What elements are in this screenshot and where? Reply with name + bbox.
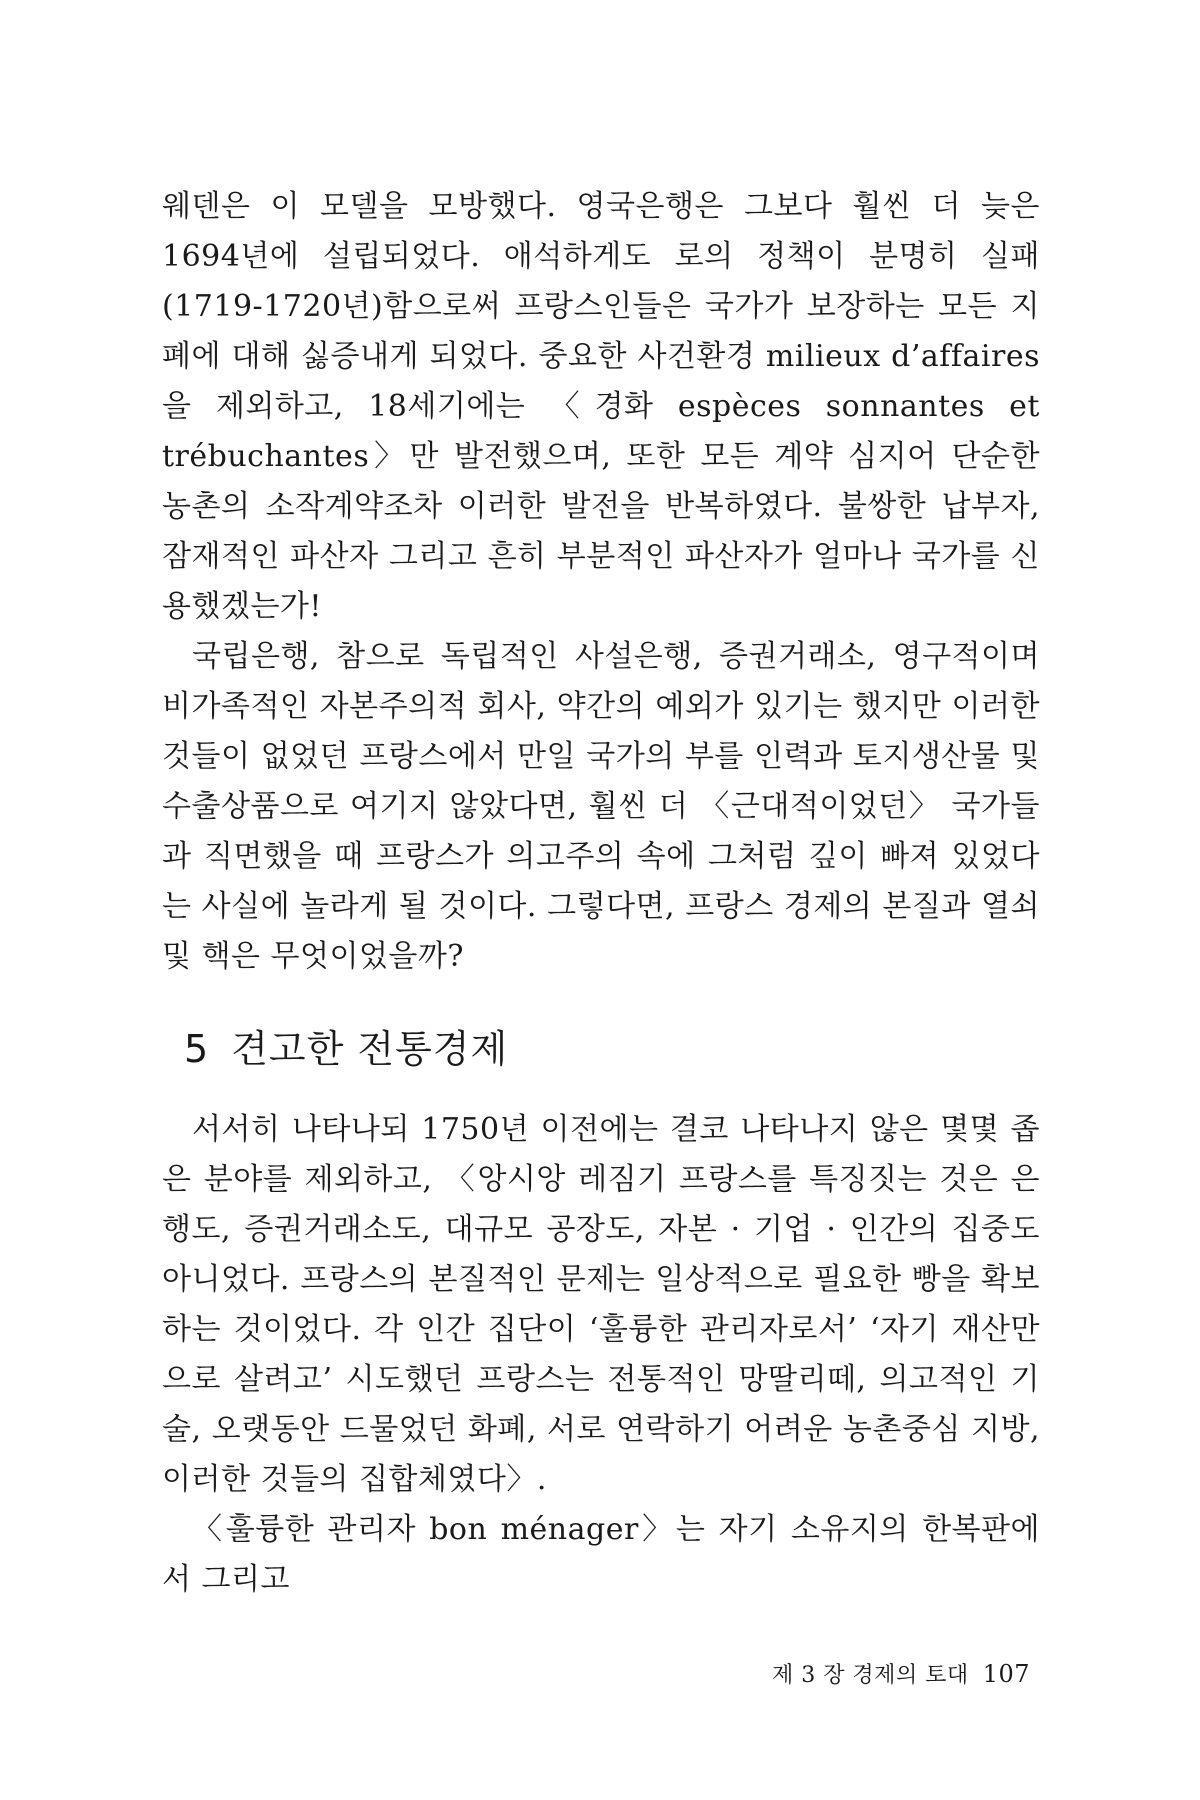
chapter-title: 제 3 장 경제의 토대 [771, 1663, 969, 1688]
paragraph: 국립은행, 참으로 독립적인 사설은행, 증권거래소, 영구적이며 비가족적인 자본주의적 회사, 약간의 예외가 있기는 했지만 이러한 것들이 없었던 프랑스에서 만일 국가의 부를 인력과 토지생산물 및 수출상품으로 여기지 않았다면, 훨씬 더 〈근대적이었던〉 국가들과 직면했을 때 프랑스가 의고주의 속에 그처럼 깊이 빠져 있었다는 사실에 놀라게 될 것이다. 그렇다면, 프랑스 경제의 본질과 열쇠 및 핵은 무엇이었을까? [162, 639, 1040, 974]
section-number: 5 [184, 1027, 210, 1071]
paragraph: 서서히 나타나되 1750년 이전에는 결코 나타나지 않은 몇몇 좁은 분야를 제외하고, 〈앙시앙 레짐기 프랑스를 특징짓는 것은 은행도, 증권거래소도, 대규모 공장도, 자본 · 기업 · 인간의 집중도 아니었다. 프랑스의 본질적인 문제는 일상적으로 필요한 빵을 확보하는 것이었다. 각 인간 집단이 ‘훌륭한 관리자로서’ ‘자기 재산만으로 살려고’ 시도했던 프랑스는 전통적인 망딸리떼, 의고적인 기술, 오랫동안 드물었던 화폐, 서로 연락하기 어려운 농촌중심 지방, 이러한 것들의 집합체였다〉. [162, 1112, 1040, 1497]
page-number: 107 [982, 1660, 1030, 1688]
section-heading [184, 1018, 508, 1073]
body-text-bottom [162, 1105, 1040, 1605]
paragraph: 〈훌륭한 관리자 bon ménager〉는 자기 소유지의 한복판에서 그리고 [162, 1512, 1040, 1597]
section-title: 견고한 전통경제 [231, 1027, 509, 1071]
body-text-top [162, 182, 1040, 982]
paragraph-continued: 웨덴은 이 모델을 모방했다. 영국은행은 그보다 훨씬 더 늦은 1694년에 설립되었다. 애석하게도 로의 정책이 분명히 실패(1719-1720년)함으로써 프랑스인들은 국가가 보장하는 모든 지폐에 대해 싫증내게 되었다. 중요한 사건환경 milieux d’affaires을 제외하고, 18세기에는 〈경화 espèces sonnantes et trébuchantes〉만 발전했으며, 또한 모든 계약 심지어 단순한 농촌의 소작계약조차 이러한 발전을 반복하였다. 불쌍한 납부자, 잠재적인 파산자 그리고 흔히 부분적인 파산자가 얼마나 국가를 신용했겠는가! [162, 189, 1040, 624]
running-footer [772, 1658, 1030, 1689]
